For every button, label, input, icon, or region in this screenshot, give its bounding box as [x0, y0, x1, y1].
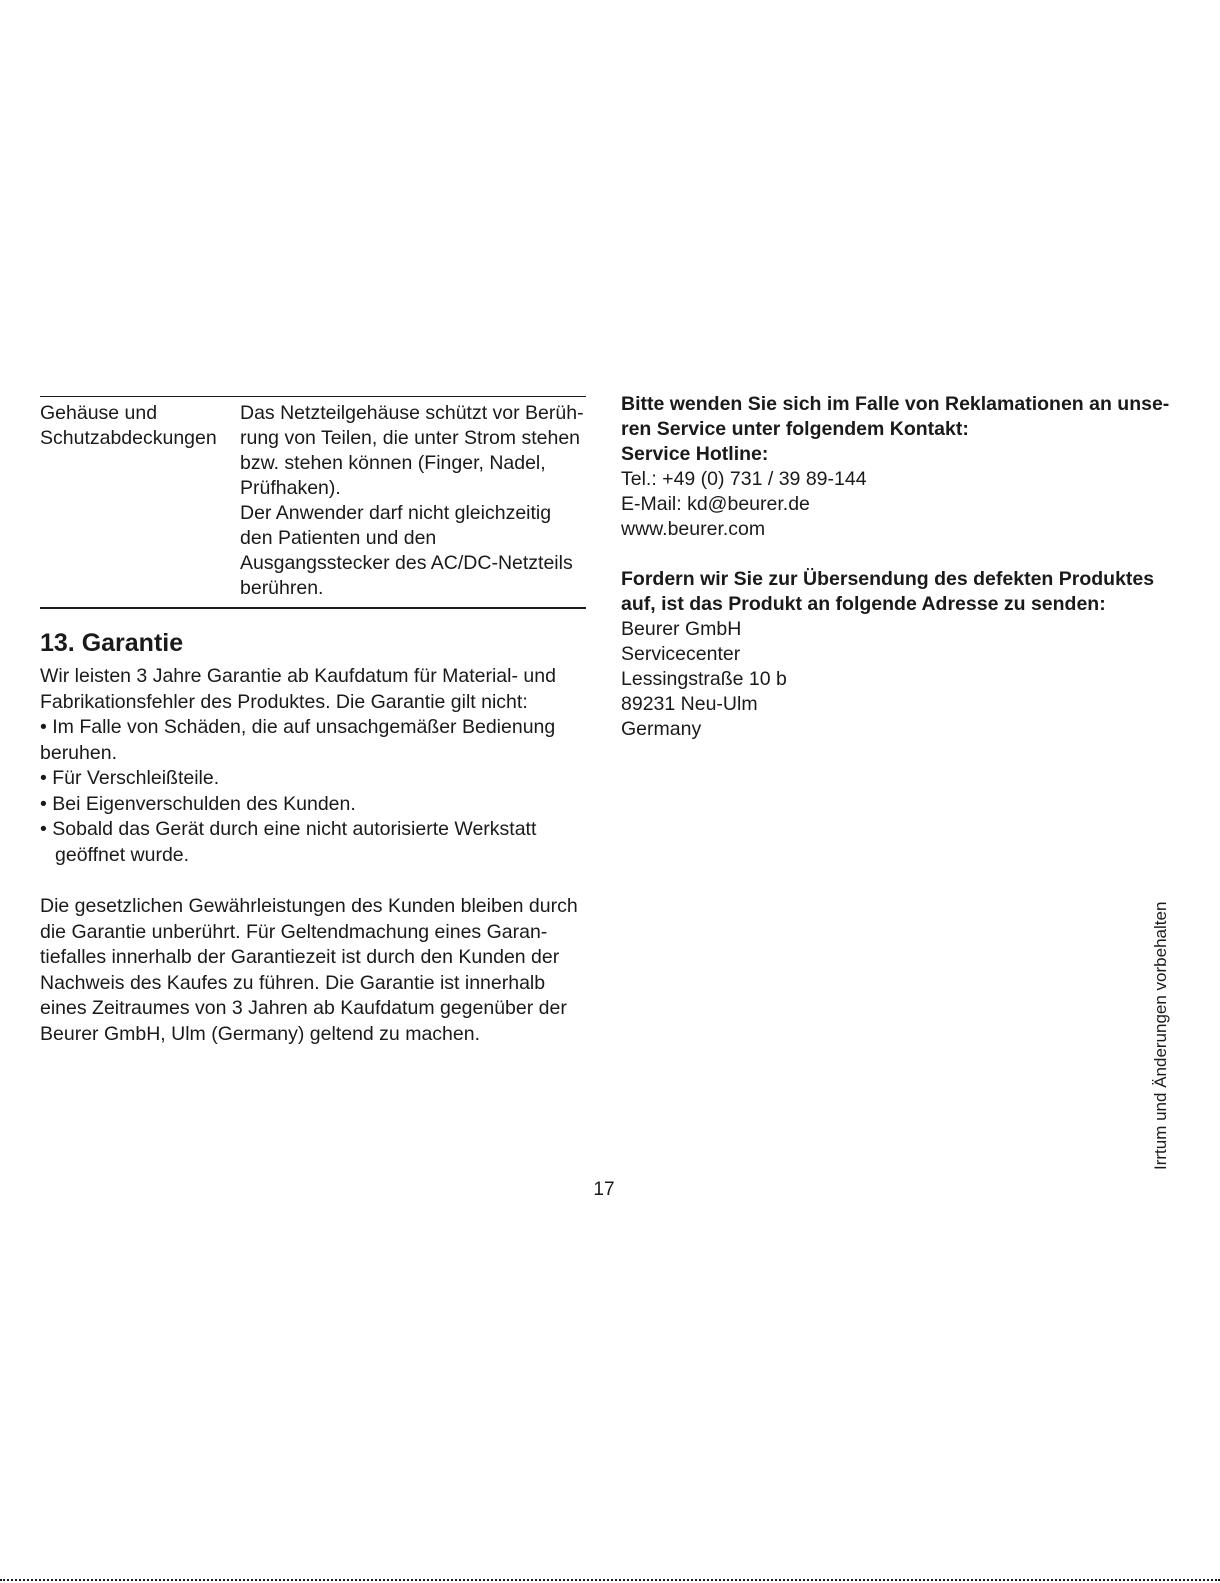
- warranty-legal-text: Die gesetzlichen Gewährleistungen des Kunden bleiben durch die Garantie unberührt. Für Geltendmachung eines Garan-tiefalles innerhalb der Garantiezeit ist durch den Kunden der Nachweis des Kaufes zu führen. Die Garantie ist innerhalb eines Zeitraumes von 3 Jahren ab Kaufdatum gegenüber der Beurer GmbH, Ulm (Germany) geltend zu machen.: [40, 895, 578, 1045]
- list-item: • Sobald das Gerät durch eine nicht autorisierte Werkstatt geöffnet wurde.: [40, 818, 537, 866]
- email-address: E-Mail: kd@beurer.de: [621, 493, 810, 515]
- shipping-intro-line: auf, ist das Produkt an folgende Adresse zu senden:: [621, 593, 1106, 615]
- bottom-dotted-rule: [0, 1579, 1220, 1581]
- spec-term-line: Schutzabdeckungen: [40, 427, 217, 449]
- phone-number: Tel.: +49 (0) 731 / 39 89-144: [621, 468, 867, 490]
- hotline-label: Service Hotline:: [621, 443, 769, 465]
- warranty-intro: Wir leisten 3 Jahre Garantie ab Kaufdatum für Material- und Fabrikationsfehler des Produktes. Die Garantie gilt nicht:: [40, 665, 556, 713]
- spec-description-paragraph: Das Netzteilgehäuse schützt vor Berüh-rung von Teilen, die unter Strom stehen bzw. stehen können (Finger, Nadel, Prüfhaken).: [240, 402, 584, 499]
- left-column: [40, 396, 586, 1047]
- warranty-exclusions-list: [40, 715, 586, 868]
- spec-description: [240, 401, 586, 601]
- contact-block: [621, 392, 1181, 542]
- shipping-block: [621, 567, 1181, 742]
- section-title: 13. Garantie: [40, 629, 184, 657]
- address-line: 89231 Neu-Ulm: [621, 693, 758, 715]
- side-disclaimer: Irrtum und Änderungen vorbehalten: [1151, 901, 1170, 1170]
- list-item: • Bei Eigenverschulden des Kunden.: [40, 792, 356, 815]
- right-column: [621, 392, 1181, 742]
- contact-intro-line: Bitte wenden Sie sich im Falle von Reklamationen an unse-: [621, 393, 1170, 415]
- spec-term-line: Gehäuse und: [40, 402, 158, 424]
- contact-intro-line: ren Service unter folgendem Kontakt:: [621, 418, 969, 440]
- list-item: • Im Falle von Schäden, die auf unsachgemäßer Bedienung beruhen.: [40, 716, 556, 764]
- address-line: Germany: [621, 718, 702, 740]
- address-line: Beurer GmbH: [621, 618, 742, 640]
- website-link[interactable]: www.beurer.com: [621, 518, 766, 540]
- spec-table: [40, 396, 586, 609]
- shipping-intro-line: Fordern wir Sie zur Übersendung des defekten Produktes: [621, 568, 1155, 590]
- address-line: Servicecenter: [621, 643, 741, 665]
- address-line: Lessingstraße 10 b: [621, 668, 787, 690]
- spec-description-paragraph: Der Anwender darf nicht gleichzeitig den Patienten und den Ausgangsstecker des AC/DC-Netzteils berühren.: [240, 502, 573, 599]
- list-item: • Für Verschleißteile.: [40, 767, 220, 789]
- page-number: 17: [593, 1179, 615, 1200]
- spec-term: [40, 401, 240, 601]
